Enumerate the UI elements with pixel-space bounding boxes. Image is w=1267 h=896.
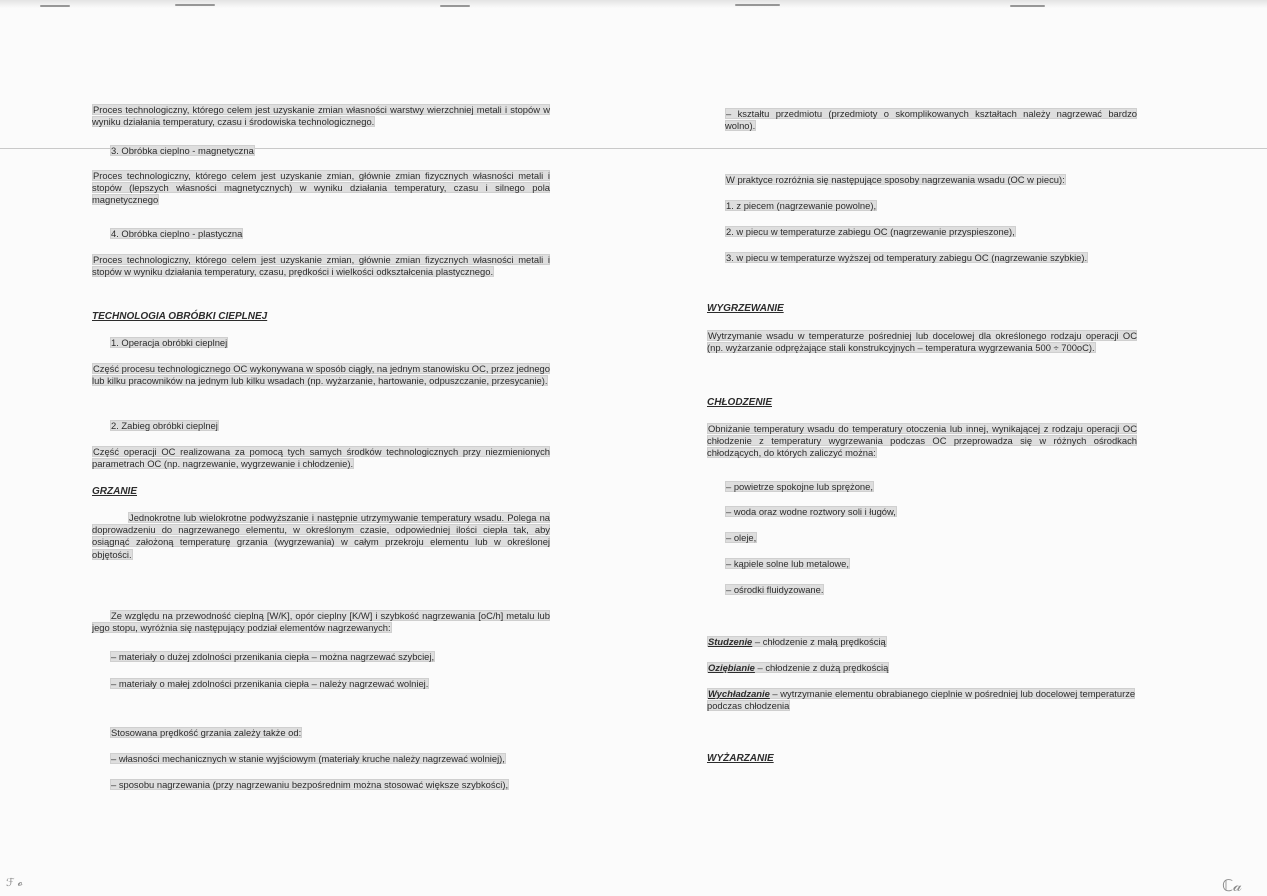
paragraph-text: Część procesu technologicznego OC wykonywana w sposób ciągły, na jednym stanowisku OC, przez jednego lub kilku pracowników na jednym lub kilku wsadach (np. wyżarzanie, hartowanie, odpuszczanie, przesycanie). [92,363,550,387]
list-item [110,678,550,690]
heading-text: 3. Obróbka cieplno - magnetyczna [111,145,254,156]
heading-operation [110,337,550,349]
definition-oziebianie [707,662,1137,674]
scan-smudge [40,5,70,7]
paragraph-operation [92,363,550,387]
paragraph-speed [110,727,550,739]
list-item [725,200,1137,212]
paragraph-plastic [92,254,550,278]
paragraph-text: Ze względu na przewodność cieplną [W/K], opór cieplny [K/W] i szybkość nagrzewania [oC/h] metalu lub jego stopu, wyróżnia się następujący podział elementów nagrzewanych: [92,610,550,634]
section-heading-wyzarzanie: WYŻARZANIE [707,753,774,764]
list-item-text: 1. z piecem (nagrzewanie powolne), [726,200,877,211]
list-item [725,506,1137,518]
heading-magnetic [110,145,550,157]
term: Oziębianie [708,662,755,673]
paragraph-text: Proces technologiczny, którego celem jest uzyskanie zmian, głównie zmian fizycznych własności metali i stopów w wyniku działania temperatury, czasu, prędkości i wielkości odkształcenia plastycznego. [92,254,550,278]
paragraph-text: Jednokrotne lub wielokrotne podwyższanie i następnie utrzymywanie temperatury wsadu. Polega na doprowadzeniu do nagrzewanego elementu, w określonym czasie, odpowiedniej ilości ciepła tak, aby osiągnąć założoną temperaturę grzania (wygrzewania) w całym przekroju elementu lub w określonej objętości. [92,512,550,560]
paragraph-division [92,610,550,634]
paragraph-text: Proces technologiczny, którego celem jest uzyskanie zmian, głównie zmian fizycznych własności metali i stopów (lepszych własności magnetycznych) w wyniku działania temperatury, czasu i silnego pola magnetycznego [92,170,550,206]
section-heading-technology: TECHNOLOGIA OBRÓBKI CIEPLNEJ [92,311,268,322]
list-item [725,226,1137,238]
scan-smudge [735,4,780,6]
paragraph-procedure [92,446,550,470]
list-item [725,558,1137,570]
list-item-text: – ośrodki fluidyzowane. [726,584,824,595]
list-item [725,108,1137,132]
list-item [110,753,550,765]
paragraph-text: Wytrzymanie wsadu w temperaturze pośredniej lub docelowej dla określonego rodzaju operacji OC (np. wyżarzanie odprężające stali konstrukcyjnych – temperatura wygrzewania 500 ÷ 700oC). [707,330,1137,354]
section-heading-grzanie: GRZANIE [92,486,137,497]
list-item-text: – woda oraz wodne roztwory soli i ługów, [726,506,896,517]
paragraph-wygrzewanie [707,330,1137,354]
heading-procedure [110,420,550,432]
list-item [110,779,550,791]
list-item-text: – oleje, [726,532,757,543]
list-item [725,584,1137,596]
paragraph-chlodzenie [707,423,1137,460]
list-item-text: – własności mechanicznych w stanie wyjściowym (materiały kruche należy nagrzewać wolniej), [111,753,505,764]
list-item [110,651,550,663]
definition: – chłodzenie z dużą prędkością [754,662,889,673]
paragraph-practice [725,174,1137,186]
list-item-text: 2. w piecu w temperaturze zabiegu OC (nagrzewanie przyspieszone), [726,226,1015,237]
scan-smudge [1010,5,1045,7]
definition-studzenie [707,636,1137,648]
list-item-text: 3. w piecu w temperaturze wyższej od temperatury zabiegu OC (nagrzewanie szybkie). [726,252,1088,263]
paragraph-surface-treatment [92,104,550,128]
list-item-text: – sposobu nagrzewania (przy nagrzewaniu bezpośrednim można stosować większe szybkości), [111,779,509,790]
definition: – chłodzenie z małą prędkością [752,636,886,647]
heading-text: 1. Operacja obróbki cieplnej [111,337,228,348]
heading-plastic [110,228,550,240]
scan-mark: ℱ 𝓸 [6,877,23,889]
paragraph-text: W praktyce rozróżnia się następujące sposoby nagrzewania wsadu (OC w piecu): [726,174,1065,185]
paragraph-text: Stosowana prędkość grzania zależy także od: [111,727,302,738]
list-item-text: – kąpiele solne lub metalowe, [726,558,849,569]
list-item [725,532,1137,544]
paragraph-text: Proces technologiczny, którego celem jest uzyskanie zmian własności warstwy wierzchniej metali i stopów w wyniku działania temperatury, czasu i środowiska technologicznego. [92,104,550,128]
term: Studzenie [708,636,753,647]
scan-mark: ℂ𝒶 [1222,878,1242,895]
definition-wychladzanie [707,688,1137,712]
paragraph-grzanie [92,512,550,561]
paragraph-magnetic [92,170,550,207]
paragraph-text: Część operacji OC realizowana za pomocą tych samych środków technologicznych przy niezmienionych parametrach OC (np. nagrzewanie, wygrzewanie i chłodzenie). [92,446,550,470]
section-heading-wygrzewanie: WYGRZEWANIE [707,303,784,314]
list-item-text: – materiały o małej zdolności przenikania ciepła – należy nagrzewać wolniej. [111,678,429,689]
scan-smudge [440,5,470,7]
list-item-text: – kształtu przedmiotu (przedmioty o skomplikowanych kształtach należy nagrzewać bardzo wolno). [725,108,1137,132]
paragraph-text: Obniżanie temperatury wsadu do temperatury otoczenia lub innej, wynikającej z rodzaju operacji OC chłodzenie z temperatury wygrzewania podczas OC przeprowadza się w różnych ośrodkach chłodzących, do których zaliczyć można: [707,423,1137,459]
list-item [725,252,1137,264]
section-heading-chlodzenie: CHŁODZENIE [707,397,772,408]
definition: – wytrzymanie elementu obrabianego cieplnie w pośredniej lub docelowej temperaturze podczas chłodzenia [707,688,1136,712]
list-item-text: – powietrze spokojne lub sprężone, [726,481,873,492]
scan-smudge [175,4,215,6]
heading-text: 2. Zabieg obróbki cieplnej [111,420,218,431]
list-item-text: – materiały o dużej zdolności przenikania ciepła – można nagrzewać szybciej, [111,651,435,662]
heading-text: 4. Obróbka cieplno - plastyczna [111,228,243,239]
term: Wychładzanie [708,688,770,699]
list-item [725,481,1137,493]
